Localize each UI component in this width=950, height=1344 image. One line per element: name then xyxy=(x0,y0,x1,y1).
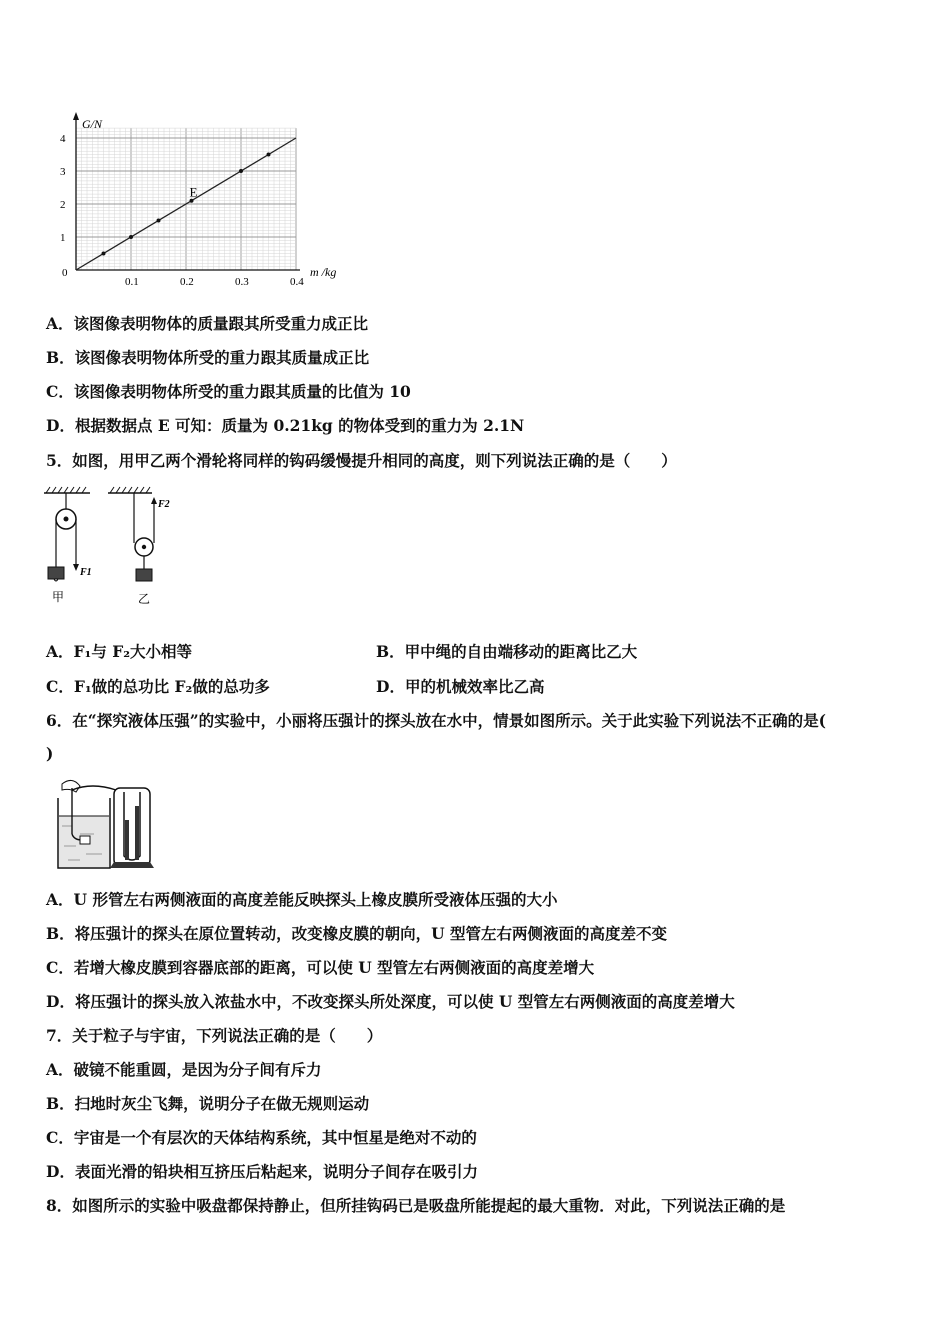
y-tick-label: 4 xyxy=(60,133,66,145)
q6-stem-line2: ) xyxy=(46,744,54,763)
movable-pulley xyxy=(108,487,170,606)
data-point xyxy=(129,235,133,239)
q5-option-d: D．甲的机械效率比乙高 xyxy=(376,677,545,696)
pressure-gauge-figure xyxy=(50,776,160,872)
force-f1-label: F1 xyxy=(80,567,92,578)
x-tick-label: 0.3 xyxy=(235,276,249,288)
x-tick-label: 0.4 xyxy=(290,276,304,288)
q8-stem: 8．如图所示的实验中吸盘都保持静止，但所挂钩码已是吸盘所能提起的最大重物．对此，下列说法正确的是 xyxy=(46,1196,786,1215)
gm-graph xyxy=(52,110,372,290)
q6-option-c: C．若增大橡皮膜到容器底部的距离，可以使 U 型管左右两侧液面的高度差增大 xyxy=(46,958,595,977)
x-axis-label: m /kg xyxy=(310,265,337,279)
gm-graph-svg xyxy=(52,110,372,290)
q7-option-a: A．破镜不能重圆，是因为分子间有斥力 xyxy=(46,1060,322,1079)
label-jia: 甲 xyxy=(52,590,65,604)
q4-option-d: D．根据数据点 E 可知：质量为 0.21kg 的物体受到的重力为 2.1N xyxy=(46,416,525,435)
y-tick-label: 3 xyxy=(60,166,66,178)
q5-option-b: B．甲中绳的自由端移动的距离比乙大 xyxy=(376,642,638,661)
q6-option-a: A．U 形管左右两侧液面的高度差能反映探头上橡皮膜所受液体压强的大小 xyxy=(46,890,558,909)
point-e-label: E xyxy=(189,184,198,200)
fixed-pulley xyxy=(44,487,92,604)
data-point xyxy=(102,252,106,256)
graph-grid xyxy=(76,128,296,270)
x-tick-labels xyxy=(125,276,304,288)
q4-option-c: C．该图像表明物体所受的重力跟其质量的比值为 10 xyxy=(46,382,411,401)
x-tick-label: 0.2 xyxy=(180,276,194,288)
y-tick-labels xyxy=(60,133,66,244)
force-f2-label: F2 xyxy=(158,499,170,510)
q6-option-d: D．将压强计的探头放入浓盐水中，不改变探头所处深度，可以使 U 型管左右两侧液面的高度差增大 xyxy=(46,992,735,1011)
label-yi: 乙 xyxy=(138,592,151,606)
q5-stem: 5．如图，用甲乙两个滑轮将同样的钩码缓慢提升相同的高度，则下列说法正确的是（ ） xyxy=(46,451,677,470)
pulley-figure xyxy=(40,485,190,610)
x-tick-label: 0.1 xyxy=(125,276,139,288)
q7-stem: 7．关于粒子与宇宙，下列说法正确的是（ ） xyxy=(46,1026,383,1045)
y-tick-label: 1 xyxy=(60,232,66,244)
q5-option-a: A．F₁与 F₂大小相等 xyxy=(46,642,193,661)
q4-option-b: B．该图像表明物体所受的重力跟其质量成正比 xyxy=(46,348,370,367)
q4-option-a: A．该图像表明物体的质量跟其所受重力成正比 xyxy=(46,314,369,333)
y-axis-label: G/N xyxy=(82,117,103,131)
q7-option-b: B．扫地时灰尘飞舞，说明分子在做无规则运动 xyxy=(46,1094,370,1113)
origin-label: 0 xyxy=(62,267,68,279)
y-axis-arrow xyxy=(73,112,79,120)
data-point xyxy=(157,219,161,223)
q6-stem-line1: 6．在“探究液体压强”的实验中，小丽将压强计的探头放在水中，情景如图所示。关于此实验下列说法不正确的是( xyxy=(46,711,826,730)
q6-option-b: B．将压强计的探头在原位置转动，改变橡皮膜的朝向，U 型管左右两侧液面的高度差不变 xyxy=(46,924,668,943)
q7-option-c: C．宇宙是一个有层次的天体结构系统，其中恒星是绝对不动的 xyxy=(46,1128,477,1147)
y-tick-label: 2 xyxy=(60,199,66,211)
q7-option-d: D．表面光滑的铅块相互挤压后粘起来，说明分子间存在吸引力 xyxy=(46,1162,478,1181)
data-point xyxy=(239,169,243,173)
data-point xyxy=(267,153,271,157)
q5-option-c: C．F₁做的总功比 F₂做的总功多 xyxy=(46,677,270,696)
